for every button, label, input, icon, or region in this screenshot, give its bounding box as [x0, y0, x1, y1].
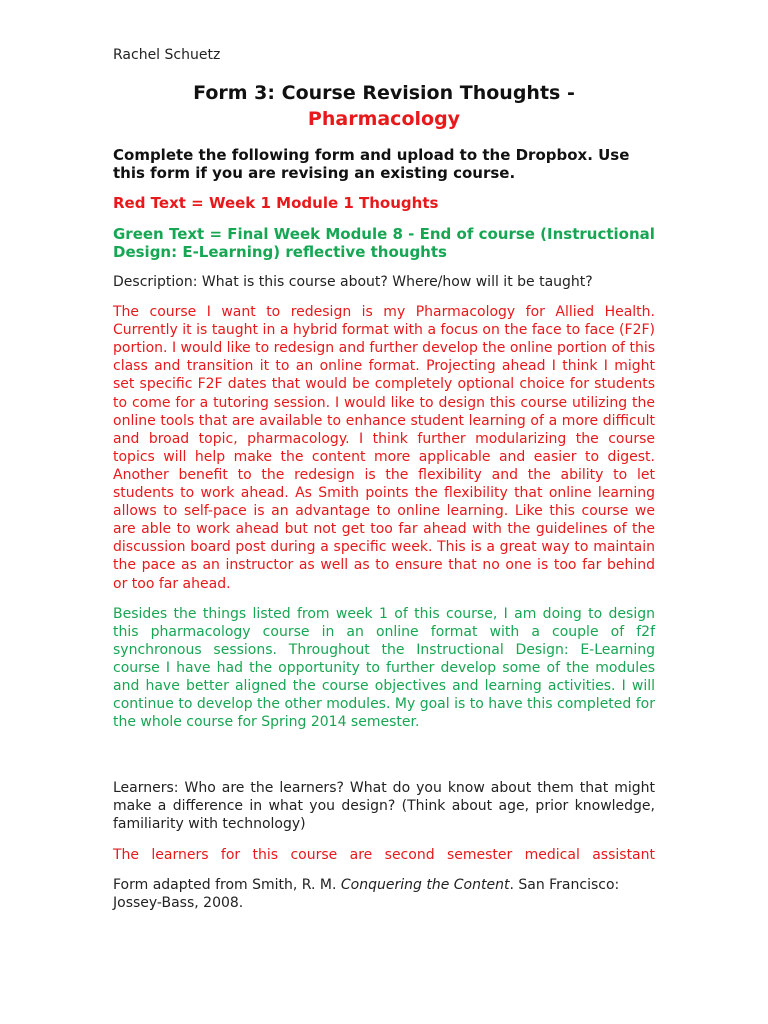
spacer — [113, 743, 655, 779]
author-name: Rachel Schuetz — [113, 47, 221, 63]
description-week1-answer: The course I want to redesign is my Pharmacology for Allied Health. Currently it is taught in a hybrid format with a focus on the face to face (F2F) portion. I would like to redesign and further develop the online portion of this class and transition it to an online format. Projecting ahead I think I might set specific F2F dates that would be completely optional choice for students to come for a tutoring session. I would like to design this course utilizing the online tools that are available to enhance student learning of a more difficult and broad topic, pharmacology. I think further modularizing the course topics will help make the content more applicable and easier to digest. Another benefit to the redesign is the flexibility and the ability to let students to work ahead. As Smith points the flexibility that online learning allows to self-pace is an advantage to online learning. Like this course we are able to work ahead but not get too far ahead with the guidelines of the discussion board post during a specific week. This is a great way to maintain the pace as an instructor as well as to ensure that no one is too far behind or too far ahead. — [113, 304, 655, 592]
citation-prefix: Form adapted from Smith, R. M. — [113, 876, 341, 893]
learners-week1-answer: The learners for this course are second semester medical assistant — [113, 846, 655, 863]
legend-red-text: Red Text = Week 1 Module 1 Thoughts — [113, 194, 439, 212]
title-subject: Pharmacology — [307, 108, 461, 130]
citation-footer — [113, 876, 655, 912]
page-title — [113, 80, 655, 132]
citation-suffix: . San Francisco: Jossey-Bass, 2008. — [113, 876, 620, 911]
citation-book-title: Conquering the Content — [340, 876, 510, 893]
form-instructions: Complete the following form and upload to the Dropbox. Use this form if you are revising an existing course. — [113, 146, 630, 182]
legend-green-text: Green Text = Final Week Module 8 - End of course (Instructional Design: E-Learning) reflective thoughts — [113, 225, 655, 261]
learners-prompt: Learners: Who are the learners? What do you know about them that might make a difference in what you design? (Think about age, prior knowledge, familiarity with technology) — [113, 780, 655, 833]
description-week8-answer: Besides the things listed from week 1 of this course, I am doing to design this pharmacology course in an online format with a couple of f2f synchronous sessions. Throughout the Instructional Design: E-Learning course I have had the opportunity to further develop some of the modules and have better aligned the course objectives and learning activities. I will continue to develop the other modules. My goal is to have this completed for the whole course for Spring 2014 semester. — [113, 605, 655, 731]
description-prompt: Description: What is this course about? Where/how will it be taught? — [113, 274, 593, 290]
title-main: Form 3: Course Revision Thoughts - — [193, 82, 575, 104]
